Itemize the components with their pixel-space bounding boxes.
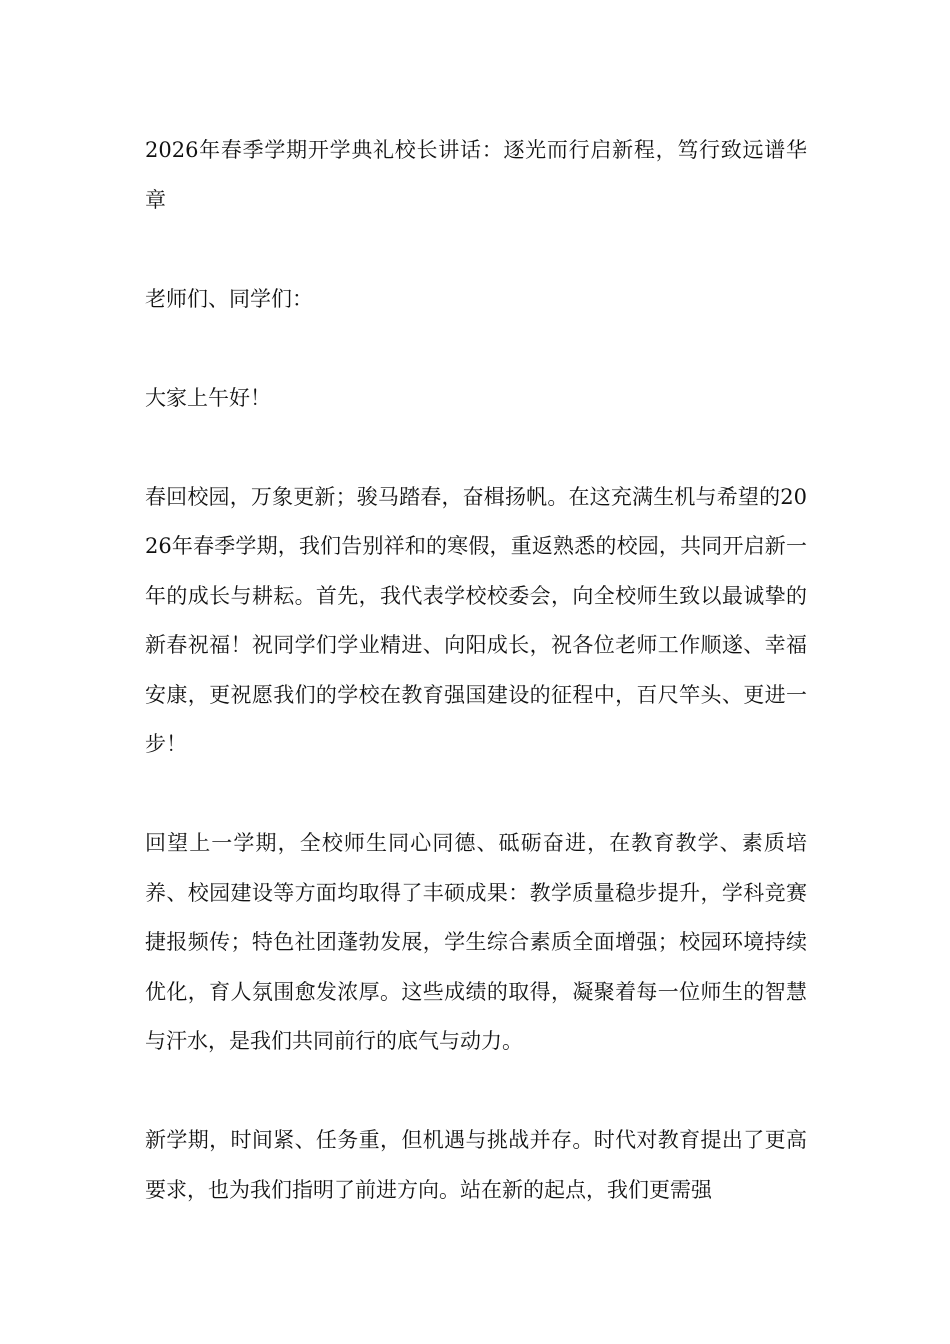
document-title: 2026年春季学期开学典礼校长讲话：逐光而行启新程，笃行致远谱华章 <box>145 138 807 212</box>
greeting: 大家上午好！ <box>145 385 271 410</box>
salutation: 老师们、同学们： <box>145 286 313 311</box>
paragraph: 回望上一学期，全校师生同心同德、砥砺奋进，在教育教学、素质培养、校园建设等方面均取得了丰硕成果：教学质量稳步提升，学科竞赛捷报频传；特色社团蓬勃发展，学生综合素质全面增强；校园环境持续优化，育人氛围愈发浓厚。这些成绩的取得，凝聚着每一位师生的智慧与汗水，是我们共同前行的底气与动力。 <box>145 831 807 1053</box>
paragraph: 新学期，时间紧、任务重，但机遇与挑战并存。时代对教育提出了更高要求，也为我们指明了前进方向。站在新的起点，我们更需强 <box>145 1128 807 1202</box>
paragraph: 春回校园，万象更新；骏马踏春，奋楫扬帆。在这充满生机与希望的2026年春季学期，我们告别祥和的寒假，重返熟悉的校园，共同开启新一年的成长与耕耘。首先，我代表学校校委会，向全校师生致以最诚挚的新春祝福！祝同学们学业精进、向阳成长，祝各位老师工作顺遂、幸福安康，更祝愿我们的学校在教育强国建设的征程中，百尺竿头、更进一步！ <box>145 484 807 756</box>
document-body <box>145 126 807 1265</box>
